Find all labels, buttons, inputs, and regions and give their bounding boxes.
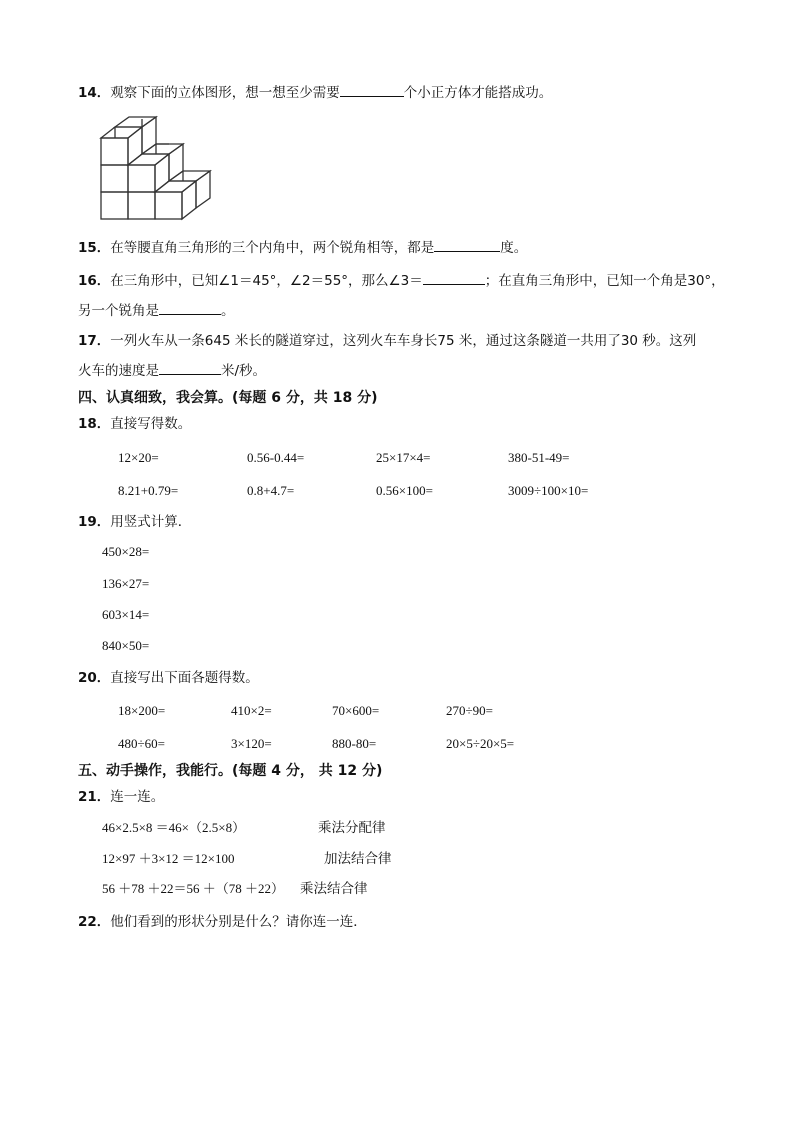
question-17-continued xyxy=(78,360,266,381)
question-19 xyxy=(78,512,191,532)
answer-blank[interactable] xyxy=(159,300,221,315)
vertical-calc-item: 136×27= xyxy=(102,576,150,591)
calc-item: 12×20= xyxy=(118,450,159,465)
question-number: 17． xyxy=(78,333,111,349)
question-14 xyxy=(78,82,552,103)
calc-item: 270÷90= xyxy=(446,703,493,718)
calc-item: 3×120= xyxy=(231,736,272,751)
calc-item: 25×17×4= xyxy=(376,450,431,465)
matching-law[interactable]: 加法结合律 xyxy=(324,851,392,867)
question-number: 19． xyxy=(78,514,111,530)
calc-item: 20×5÷20×5= xyxy=(446,736,515,751)
calc-item: 410×2= xyxy=(231,703,272,718)
question-15 xyxy=(78,237,527,258)
question-number: 22． xyxy=(78,914,111,930)
matching-expression[interactable]: 46×2.5×8 ＝46×（2.5×8） xyxy=(102,820,246,835)
question-21 xyxy=(78,787,164,807)
matching-expression[interactable]: 56 ＋78 ＋22＝56 ＋（78 ＋22） xyxy=(102,881,285,896)
question-17 xyxy=(78,331,696,351)
matching-expression[interactable]: 12×97 ＋3×12 ＝12×100 xyxy=(102,851,235,866)
question-text: 连一连。 xyxy=(110,789,165,805)
answer-blank[interactable] xyxy=(159,360,221,375)
question-text: 另一个锐角是 xyxy=(78,303,159,319)
question-text: 直接写得数。 xyxy=(110,416,192,432)
section-4-heading: 四、认真细致，我会算。(每题 6 分，共 18 分) xyxy=(78,390,378,406)
question-18 xyxy=(78,414,191,434)
question-text: 度。 xyxy=(500,240,528,256)
question-text: ；在直角三角形中，已知一个角是30°， xyxy=(484,273,725,289)
section-5-heading: 五、动手操作，我能行。(每题 4 分， 共 12 分) xyxy=(78,763,383,779)
matching-law[interactable]: 乘法分配律 xyxy=(318,820,386,836)
calc-item: 8.21+0.79= xyxy=(118,483,179,498)
question-number: 18． xyxy=(78,416,111,432)
answer-blank[interactable] xyxy=(340,82,404,97)
question-text: 米/秒。 xyxy=(221,363,267,379)
question-text: 他们看到的形状分别是什么？请你连一连． xyxy=(110,914,367,930)
question-text: 在三角形中，已知∠1＝45°，∠2＝55°，那么∠3＝ xyxy=(110,273,423,289)
question-text: 用竖式计算． xyxy=(110,514,192,530)
calc-item: 480÷60= xyxy=(118,736,165,751)
question-text: 个小正方体才能搭成功。 xyxy=(403,85,553,101)
calc-item: 18×200= xyxy=(118,703,166,718)
calc-item: 0.8+4.7= xyxy=(247,483,295,498)
vertical-calc-item: 450×28= xyxy=(102,544,150,559)
question-text: 直接写出下面各题得数。 xyxy=(110,670,259,686)
question-16-continued xyxy=(78,300,235,321)
calc-item: 380-51-49= xyxy=(508,450,570,465)
question-16 xyxy=(78,270,725,291)
matching-law[interactable]: 乘法结合律 xyxy=(300,881,368,897)
calc-item: 3009÷100×10= xyxy=(508,483,589,498)
question-text: 一列火车从一条645 米长的隧道穿过，这列火车车身长75 米，通过这条隧道一共用了30 秒。这列 xyxy=(110,333,697,349)
question-number: 16． xyxy=(78,273,111,289)
calc-item: 880-80= xyxy=(332,736,377,751)
question-text: 观察下面的立体图形，想一想至少需要 xyxy=(110,85,340,101)
calc-item: 0.56×100= xyxy=(376,483,433,498)
vertical-calc-item: 603×14= xyxy=(102,607,150,622)
question-text: 在等腰直角三角形的三个内角中，两个锐角相等，都是 xyxy=(110,240,435,256)
question-number: 21． xyxy=(78,789,111,805)
cube-stack-figure xyxy=(96,114,212,224)
question-22 xyxy=(78,912,367,932)
answer-blank[interactable] xyxy=(434,237,500,252)
question-text: 。 xyxy=(221,303,235,319)
calc-item: 0.56-0.44= xyxy=(247,450,305,465)
question-text: 火车的速度是 xyxy=(78,363,159,379)
calc-item: 70×600= xyxy=(332,703,380,718)
vertical-calc-item: 840×50= xyxy=(102,638,150,653)
question-number: 20． xyxy=(78,670,111,686)
question-number: 14． xyxy=(78,85,111,101)
question-number: 15． xyxy=(78,240,111,256)
answer-blank[interactable] xyxy=(423,270,485,285)
question-20 xyxy=(78,668,259,688)
